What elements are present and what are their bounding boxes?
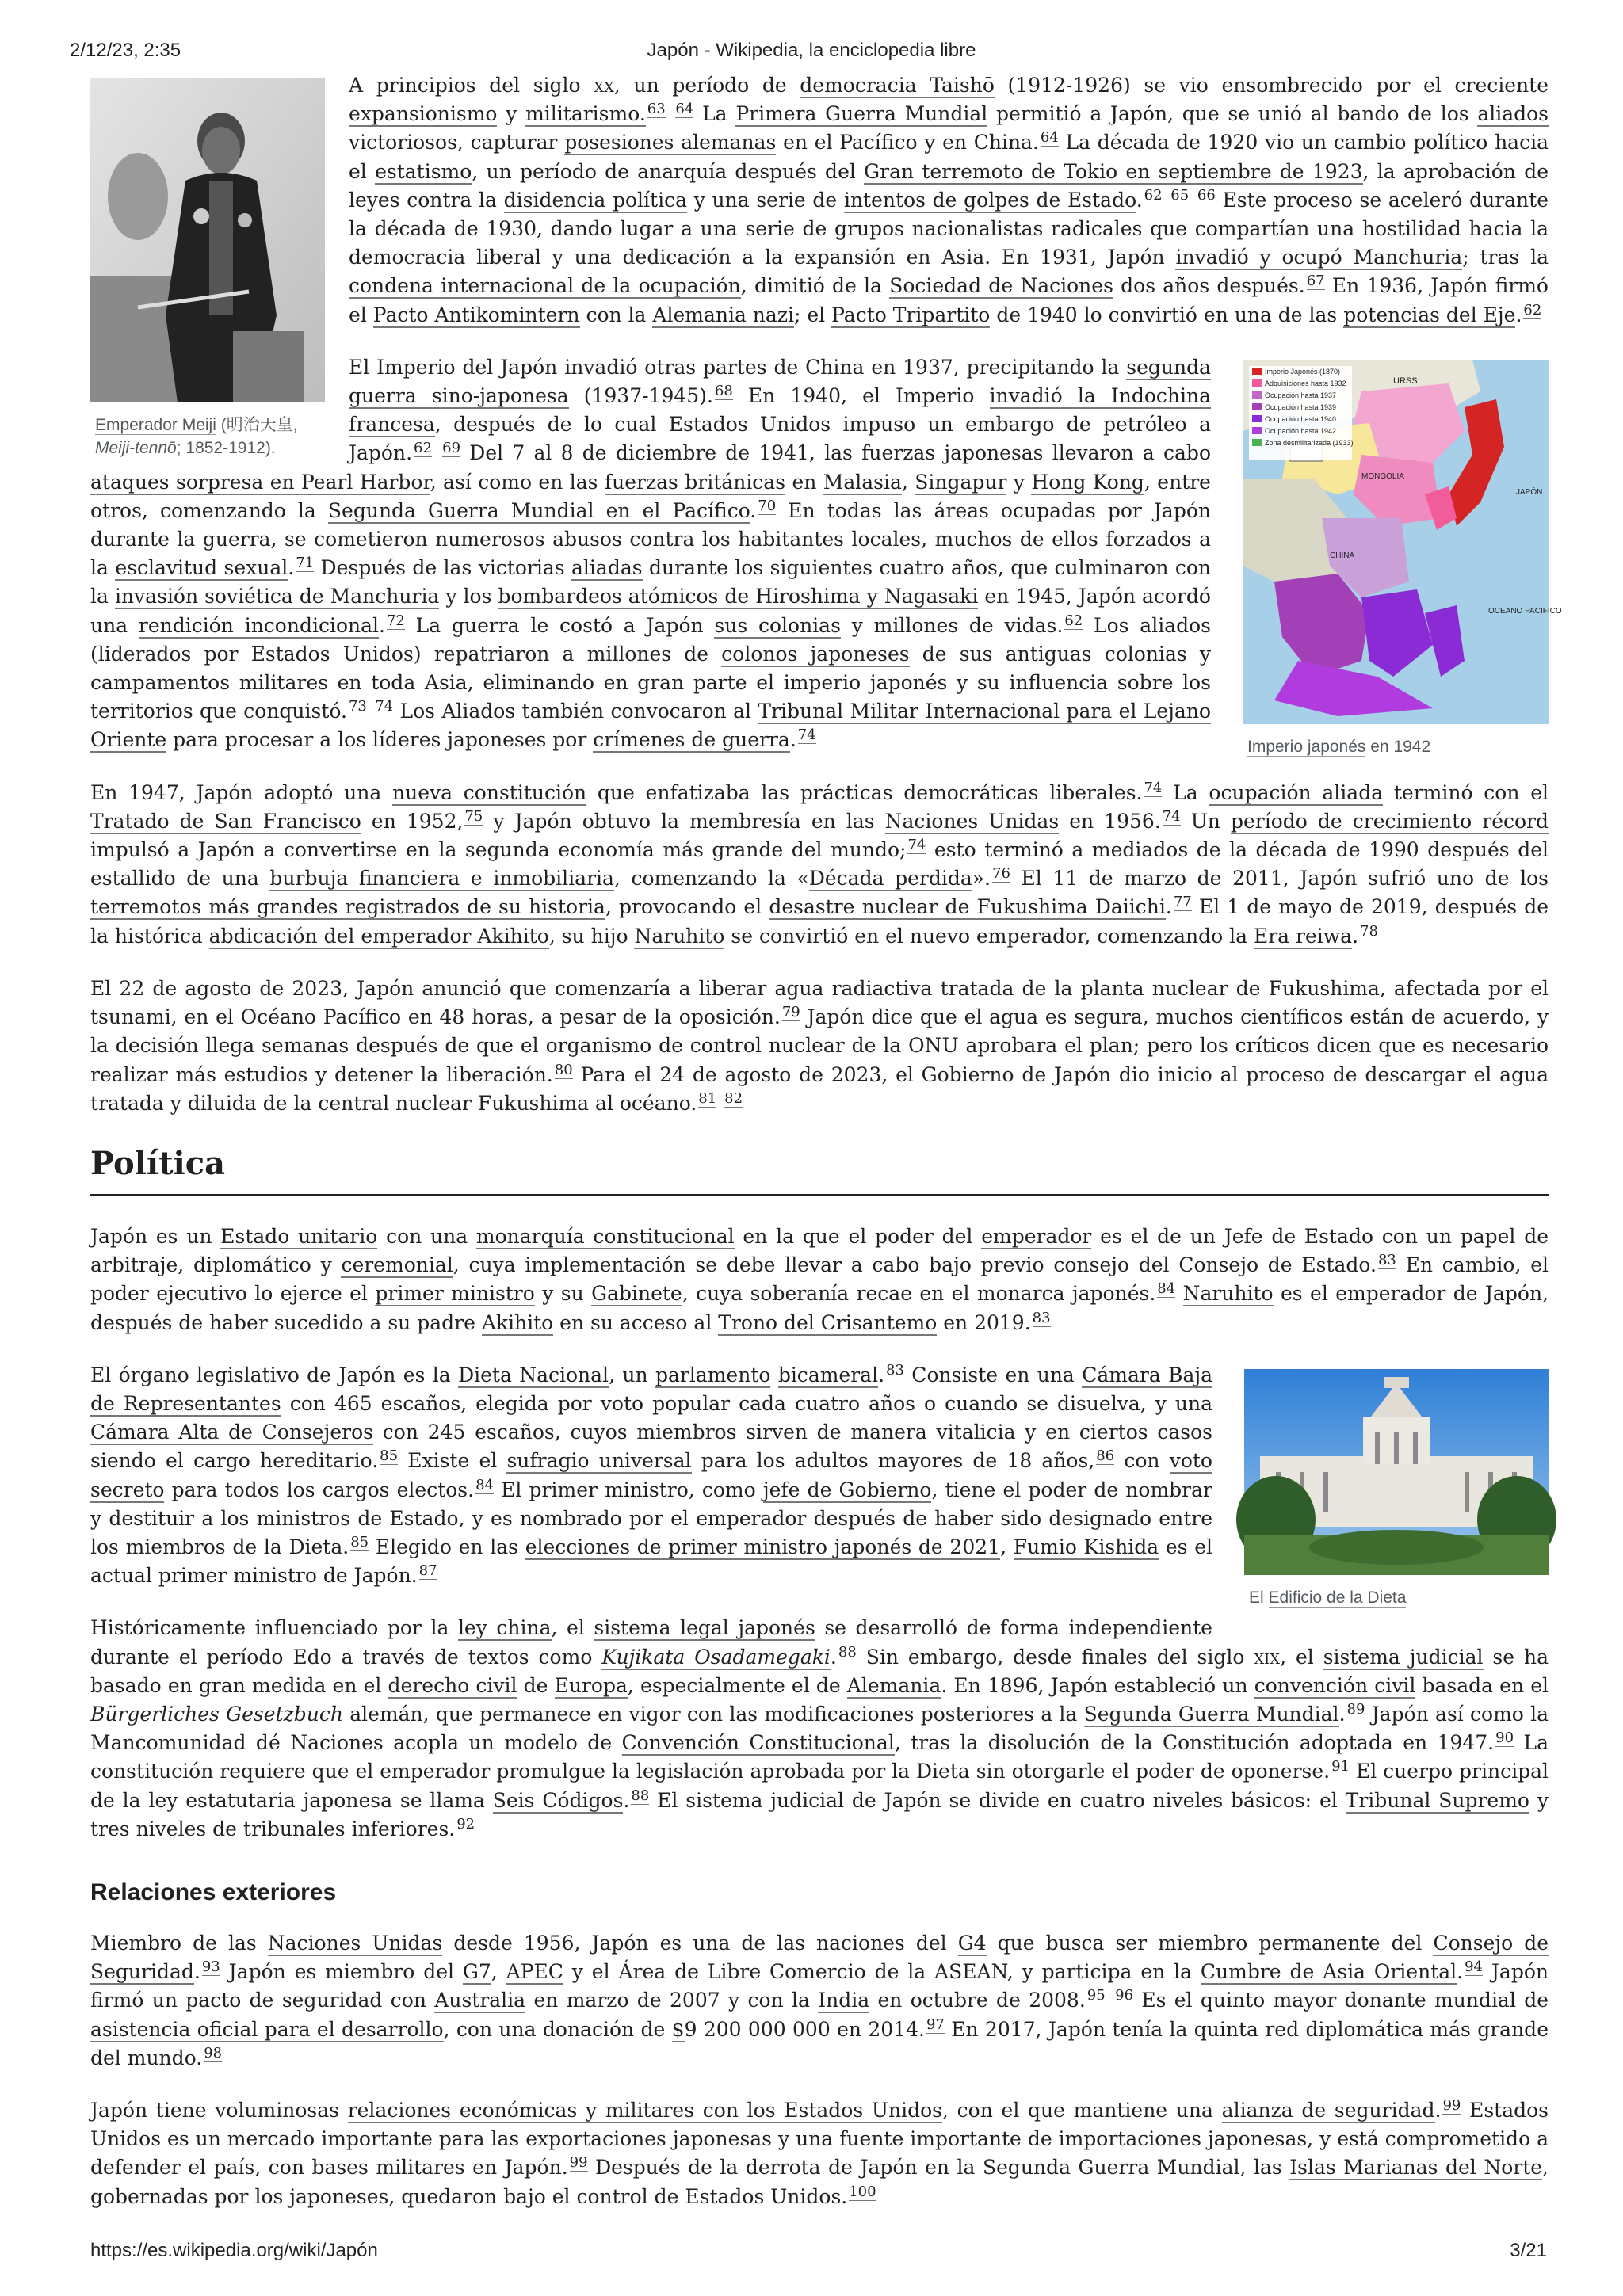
ref[interactable]: 83 — [886, 1361, 904, 1379]
link[interactable]: Era reiwa — [1253, 924, 1353, 948]
ref[interactable]: 88 — [838, 1643, 857, 1661]
link[interactable]: Alemania nazi — [652, 303, 794, 326]
link[interactable]: posesiones alemanas — [564, 131, 777, 154]
ref[interactable]: 83 — [1032, 1309, 1051, 1326]
ref[interactable]: 80 — [554, 1061, 573, 1078]
ref[interactable]: 63 — [647, 101, 666, 118]
link[interactable]: Cámara Alta de Consejeros — [90, 1421, 373, 1444]
map-legend-swatch — [1252, 403, 1262, 410]
ref[interactable]: 74 — [797, 727, 816, 744]
ref[interactable]: 82 — [724, 1089, 743, 1107]
map-legend-swatch — [1252, 379, 1262, 387]
link[interactable]: Alemania — [846, 1673, 941, 1697]
link[interactable]: Trono del Crisantemo — [718, 1310, 938, 1334]
ref[interactable]: 99 — [569, 2154, 588, 2172]
paragraph-6: El órgano legislativo de Japón es la Dieta Nacional, un parlamento bicameral. $^{83}$ Consiste en una Cámara Baja de Representantes con 465 escaños, elegida por voto popular cada cuatro años o cuando se disuelva, y una Cámara Alta de Consejeros con 245 escaños, cuyos miembros sirven de manera vitalicia y en ciertos casos siendo el cargo hereditario. $^{85}$ Existe el sufragio universal para los adultos mayores de 18 años, $^{86}$ con voto secreto para todos los cargos electos. $^{84}$ El primer ministro, como jefe de Gobierno, tiene el poder de nombrar y destituir a los ministros de Estado, y es nombrado por el emperador después de haber sido designado entre los miembros de la Dieta. $^{85}$ Elegido en las elecciones de primer ministro japonés de 2021, Fumio Kishida es el actual primer ministro de Japón. $^{87}$ — [90, 1361, 1213, 1588]
link[interactable]: Pacto Tripartito — [831, 303, 991, 326]
link[interactable]: primer ministro — [375, 1282, 535, 1306]
link[interactable]: Cumbre de Asia Oriental — [1200, 1960, 1457, 1984]
link[interactable]: disidencia política — [503, 188, 687, 212]
article-content — [90, 71, 1562, 2235]
link[interactable]: Australia — [434, 1989, 526, 2012]
ref[interactable]: 79 — [781, 1004, 800, 1021]
link[interactable]: bicameral — [777, 1363, 879, 1386]
link[interactable]: sistema judicial — [1323, 1645, 1484, 1669]
map-legend-label: Ocupación hasta 1939 — [1265, 402, 1337, 411]
link[interactable]: período de crecimiento récord — [1230, 809, 1549, 833]
link[interactable]: ceremonial — [341, 1253, 453, 1277]
link[interactable]: Pacto Antikomintern — [372, 303, 580, 326]
link[interactable]: burbuja financiera e inmobiliaria — [269, 867, 614, 891]
ref[interactable]: 81 — [698, 1089, 717, 1107]
link[interactable]: India — [818, 1989, 870, 2012]
link[interactable]: Década perdida — [808, 867, 972, 891]
ref[interactable]: 98 — [204, 2044, 223, 2061]
link[interactable]: Europa — [554, 1673, 628, 1697]
svg-text:CHINA: CHINA — [1330, 551, 1355, 560]
link[interactable]: sus colonias — [714, 613, 841, 637]
map-legend-label: Adquisiciones hasta 1932 — [1265, 379, 1346, 387]
ref[interactable]: 62 — [414, 440, 432, 457]
ref[interactable]: 74 — [375, 698, 394, 715]
ref[interactable]: 89 — [1346, 1700, 1365, 1718]
ref[interactable]: 66 — [1197, 186, 1216, 204]
ref[interactable]: 88 — [631, 1787, 650, 1804]
ref[interactable]: 84 — [475, 1476, 494, 1493]
link[interactable]: aliadas — [571, 556, 643, 580]
link[interactable]: crímenes de guerra — [593, 728, 790, 752]
ref[interactable]: 77 — [1173, 894, 1192, 911]
link[interactable]: G4 — [957, 1931, 987, 1955]
print-datetime: 2/12/23, 2:35 — [70, 40, 181, 61]
ref[interactable]: 100 — [849, 2183, 876, 2200]
ref[interactable]: 70 — [758, 497, 777, 514]
link[interactable]: Dieta Nacional — [458, 1363, 609, 1386]
link[interactable]: Gabinete — [591, 1282, 682, 1306]
map-legend-label: Ocupación hasta 1940 — [1265, 414, 1337, 423]
ref[interactable]: 85 — [350, 1533, 369, 1550]
link[interactable]: Hong Kong — [1031, 470, 1144, 494]
link[interactable]: parlamento — [655, 1363, 771, 1386]
ref[interactable]: 68 — [714, 383, 733, 400]
link[interactable]: Naruhito — [634, 924, 725, 948]
ref[interactable]: 64 — [1040, 129, 1059, 147]
ref[interactable]: 87 — [418, 1562, 437, 1580]
ref[interactable]: 95 — [1086, 1987, 1106, 2004]
ref[interactable]: 64 — [675, 101, 694, 118]
ref[interactable]: 94 — [1465, 1958, 1483, 1976]
svg-text:JAPÓN: JAPÓN — [1516, 487, 1543, 497]
ref[interactable]: 62 — [1523, 301, 1542, 318]
link[interactable]: derecho civil — [388, 1673, 517, 1697]
paragraph-8: Miembro de las Naciones Unidas desde 1956, Japón es una de las naciones del G4 que busca ser miembro permanente del Consejo de Seguridad. $^{93}$ Japón es miembro del G7, APEC y el Área de Libre Comercio de la ASEAN, y participa en la Cumbre de Asia Oriental. $^{94}$ Japón firmó un pacto de seguridad con Australia en marzo de 2007 y con la India en octubre de 2008. $^{95}$ $^{96}$ Es el quinto mayor donante mundial de asistencia oficial para el desarrollo, con una donación de $9 200 000 000 en 2014. $^{97}$ En 2017, Japón tenía la quinta red diplomática más grande del mundo. $^{98}$ — [90, 1931, 1549, 2069]
paragraph-3: En 1947, Japón adoptó una nueva constitución que enfatizaba las prácticas democráticas liberales. $^{74}$ La ocupación aliada terminó con el Tratado de San Francisco en 1952, $^{75}$ y Japón obtuvo la membresía en las Naciones Unidas en 1956. $^{74}$ Un período de crecimiento récord impulsó a Japón a convertirse en la segunda economía más grande del mundo; $^{74}$ esto terminó a mediados de la década de 1990 después del estallido de una burbuja financiera e inmobiliaria, comenzando la «Década perdida». $^{76}$ El 11 de marzo de 2011, Japón sufrió uno de los terremotos más grandes registrados de su historia, provocando el desastre nuclear de Fukushima Daiichi. $^{77}$ El 1 de mayo de 2019, después de la histórica abdicación del emperador Akihito, su hijo Naruhito se convirtió en el nuevo emperador, comenzando la Era reiwa. $^{78}$ — [90, 779, 1549, 948]
link[interactable]: Consejo de Seguridad — [90, 1931, 1549, 1984]
ref[interactable]: 62 — [1064, 612, 1083, 629]
link[interactable]: potencias del Eje — [1343, 303, 1516, 326]
paragraph-1: A principios del siglo xx, un período de democracia Taishō (1912-1926) se vio ensombrecido por el creciente expansionismo y militarismo. $^{63}$ $^{64}$ La Primera Guerra Mundial permitió a Japón, que se unió al bando de los aliados victoriosos, capturar posesiones alemanas en el Pacífico y en China. $^{64}$ La década de 1920 vio un cambio político hacia el estatismo, un período de anarquía después del Gran terremoto de Tokio en septiembre de 1923, la aprobación de leyes contra la disidencia política y una serie de intentos de golpes de Estado. $^{62}$ $^{65}$ $^{66}$ Este proceso se aceleró durante la década de 1930, dando lugar a una serie de grupos nacionalistas radicales que compartían una hostilidad hacia la democracia liberal y una dedicación a la expansión en Asia. En 1931, Japón invadió y ocupó Manchuria; tras la condena internacional de la ocupación, dimitió de la Sociedad de Naciones dos años después. $^{67}$ En 1936, Japón firmó el Pacto Antikomintern con la Alemania nazi; el Pacto Tripartito de 1940 lo convirtió en una de las potencias del Eje. $^{62}$ — [349, 74, 1549, 326]
print-title: Japón - Wikipedia, la enciclopedia libre — [647, 40, 976, 61]
link[interactable]: esclavitud sexual — [115, 556, 288, 580]
caption-meiji-link[interactable]: Emperador Meiji — [95, 416, 216, 434]
svg-text:URSS: URSS — [1393, 376, 1418, 386]
building-photo-icon — [1244, 1369, 1549, 1575]
section-heading-politica: Política — [90, 1142, 1549, 1196]
figure-meiji: Emperador Meiji (明治天皇, Meiji-tennō; 1852-1912). — [90, 78, 325, 460]
ref[interactable]: 71 — [296, 555, 315, 572]
ref[interactable]: 74 — [1144, 779, 1163, 796]
link[interactable]: Segunda Guerra Mundial — [1083, 1702, 1339, 1726]
map-legend-swatch — [1252, 368, 1262, 375]
link[interactable]: colonos japoneses — [721, 642, 910, 666]
ref[interactable]: 84 — [1157, 1280, 1176, 1298]
link[interactable]: terremotos más grandes registrados de su historia — [90, 895, 605, 919]
link[interactable]: nueva constitución — [392, 780, 587, 804]
ref[interactable]: 73 — [348, 698, 367, 715]
link[interactable]: abdicación del emperador Akihito — [208, 924, 549, 948]
ref[interactable]: 72 — [386, 612, 405, 629]
link[interactable]: Cámara Baja de Representantes — [90, 1363, 1213, 1415]
link[interactable]: emperador — [981, 1224, 1092, 1248]
ref[interactable]: 97 — [926, 2016, 945, 2033]
ref[interactable]: 67 — [1306, 273, 1325, 290]
link[interactable]: militarismo. — [525, 102, 646, 126]
map-legend-label: Ocupación hasta 1937 — [1265, 391, 1337, 399]
link[interactable]: democracia Taishō — [800, 74, 995, 97]
link[interactable]: APEC — [506, 1960, 563, 1984]
ref[interactable]: 91 — [1331, 1758, 1350, 1775]
paragraph-7: Históricamente influenciado por la ley china, el sistema legal japonés se desarrolló de forma independiente durante el período Edo a través de textos como Kujikata Osadamegaki. $^{88}$ Sin embargo, desde finales del siglo xix, el sistema judicial se ha basado en gran medida en el derecho civil de Europa, especialmente el de Alemania. En 1896, Japón estableció un convención civil basada en el Bürgerliches Gesetzbuch alemán, que permanece en vigor con las modificaciones posteriores a la Segunda Guerra Mundial. $^{89}$ Japón así como la Mancomunidad dé Naciones acopla un modelo de Convención Constitucional, tras la disolución de la Constitución adoptada en 1947. $^{90}$ La constitución requiere que el emperador promulgue la legislación aprobada por la Dieta sin otorgarle el poder de oponerse. $^{91}$ El cuerpo principal de la ley estatutaria japonesa se llama Seis Códigos. $^{88}$ El sistema judicial de Japón se divide en cuatro niveles básicos: el Tribunal Supremo y tres niveles de tribunales inferiores. $^{92}$ — [90, 1616, 1549, 1840]
caption-map-link[interactable]: Imperio japonés — [1247, 737, 1366, 756]
map-legend-label: Ocupación hasta 1942 — [1265, 426, 1337, 435]
link[interactable]: $ — [671, 2017, 685, 2041]
map-legend-swatch — [1252, 439, 1262, 446]
link[interactable]: Gran terremoto de Tokio en septiembre de 1923 — [864, 159, 1363, 183]
ref[interactable]: 85 — [380, 1447, 399, 1465]
map-legend-label: Imperio Japonés (1870) — [1265, 367, 1341, 376]
link[interactable]: Kujikata Osadamegaki — [601, 1645, 831, 1669]
link[interactable]: monarquía constitucional — [475, 1224, 735, 1248]
ref[interactable]: 92 — [456, 1815, 475, 1833]
link[interactable]: elecciones de primer ministro japonés de 2021 — [525, 1535, 1001, 1558]
link[interactable]: intentos de golpes de Estado — [843, 188, 1136, 212]
link[interactable]: Tribunal Supremo — [1345, 1788, 1529, 1812]
map-legend-label: Zona desmilitarizada (1933) — [1265, 438, 1354, 447]
link[interactable]: invadió y ocupó Manchuria — [1175, 246, 1463, 269]
link[interactable]: estatismo — [375, 159, 472, 183]
link[interactable]: segunda guerra sino-japonesa — [349, 355, 1211, 408]
paragraph-5: Japón es un Estado unitario con una monarquía constitucional en la que el poder del emperador es el de un Jefe de Estado con un papel de arbitraje, diplomático y ceremonial, cuya implementación se debe llevar a cabo bajo previo consejo del Consejo de Estado. $^{83}$ En cambio, el poder ejecutivo lo ejerce el primer ministro y su Gabinete, cuya soberanía recae en el monarca japonés. $^{84}$ Naruhito es el emperador de Japón, después de haber sucedido a su padre Akihito en su acceso al Trono del Crisantemo en 2019. $^{83}$ — [90, 1224, 1549, 1334]
link[interactable]: G7 — [462, 1960, 491, 1984]
ref[interactable]: 93 — [201, 1958, 220, 1976]
ref[interactable]: 90 — [1495, 1730, 1514, 1747]
link[interactable]: ocupación aliada — [1209, 780, 1384, 804]
link[interactable]: convención civil — [1254, 1673, 1416, 1697]
map-legend-swatch — [1252, 415, 1262, 422]
link[interactable]: alianza de seguridad — [1221, 2098, 1435, 2122]
link[interactable]: Malasia — [823, 470, 902, 494]
link[interactable]: sufragio universal — [506, 1449, 692, 1473]
caption-diet-link[interactable]: Edificio de la Dieta — [1268, 1588, 1407, 1607]
link[interactable]: rendición incondicional — [138, 613, 379, 637]
ref[interactable]: 86 — [1096, 1447, 1115, 1465]
svg-text:OCEANO PACIFICO: OCEANO PACIFICO — [1488, 606, 1562, 616]
link[interactable]: bombardeos atómicos de Hiroshima y Nagasaki — [498, 585, 979, 608]
ref[interactable]: 62 — [1144, 186, 1163, 204]
paragraph-9: Japón tiene voluminosas relaciones económicas y militares con los Estados Unidos, con el que mantiene una alianza de seguridad. $^{99}$ Estados Unidos es un mercado importante para las exportaciones japonesas y una fuente importante de importaciones japonesas, y está comprometido a defender el país, con bases militares en Japón. $^{99}$ Después de la derrota de Japón en la Segunda Guerra Mundial, las Islas Marianas del Norte, gobernadas por los japoneses, quedaron bajo el control de Estados Unidos. $^{100}$ — [90, 2096, 1549, 2208]
ref[interactable]: 83 — [1377, 1252, 1396, 1269]
link[interactable]: Segunda Guerra Mundial en el Pacífico — [327, 498, 750, 522]
print-url: https://es.wikipedia.org/wiki/Japón — [90, 2240, 378, 2261]
link[interactable]: ataques sorpresa en Pearl Harbor — [90, 470, 430, 494]
link[interactable]: ley china — [457, 1616, 552, 1640]
ref[interactable]: 74 — [907, 837, 926, 854]
link[interactable]: fuerzas británicas — [604, 470, 786, 494]
link[interactable]: sistema legal japonés — [594, 1616, 815, 1640]
portrait-photo-icon — [90, 78, 325, 402]
figure-diet: El Edificio de la Dieta — [1244, 1369, 1549, 1609]
link[interactable]: expansionismo — [349, 102, 498, 126]
ref[interactable]: 69 — [442, 440, 461, 457]
link[interactable]: condena internacional de la ocupación — [349, 274, 741, 298]
section-heading-relaciones: Relaciones exteriores — [90, 1878, 337, 1905]
link[interactable]: Estado unitario — [220, 1224, 378, 1248]
link[interactable]: Naciones Unidas — [267, 1931, 443, 1955]
map-legend-swatch — [1252, 391, 1262, 399]
ref[interactable]: 75 — [464, 807, 483, 825]
link[interactable]: invasión soviética de Manchuria — [114, 585, 440, 608]
link[interactable]: invadió la Indochina francesa — [349, 384, 1212, 437]
ref[interactable]: 65 — [1170, 186, 1190, 204]
link[interactable]: aliados — [1477, 102, 1549, 126]
svg-text:MONGOLIA: MONGOLIA — [1361, 471, 1404, 481]
link[interactable]: Akihito — [481, 1310, 554, 1334]
link[interactable]: desastre nuclear de Fukushima Daiichi — [769, 895, 1166, 919]
ref[interactable]: 76 — [992, 865, 1010, 883]
link[interactable]: asistencia oficial para el desarrollo — [90, 2017, 444, 2041]
ref[interactable]: 78 — [1360, 922, 1378, 940]
link[interactable]: Fumio Kishida — [1013, 1535, 1159, 1558]
link[interactable]: Convención Constitucional — [621, 1731, 895, 1755]
link[interactable]: Tratado de San Francisco — [90, 809, 361, 833]
link[interactable]: Primera Guerra Mundial — [735, 102, 988, 126]
link[interactable]: relaciones económicas y militares con los Estados Unidos — [347, 2098, 942, 2122]
paragraph-4: El 22 de agosto de 2023, Japón anunció que comenzaría a liberar agua radiactiva tratada de la planta nuclear de Fukushima, afectada por el tsunami, en el Océano Pacífico en 48 horas, a pesar de la oposición. $^{79}$ Japón dice que el agua es segura, muchos científicos están de acuerdo, y la decisión llega semanas después de que el organismo de control nuclear de la ONU aprobara el plan; pero los críticos dicen que es necesario realizar más estudios y detener la liberación. $^{80}$ Para el 24 de agosto de 2023, el Gobierno de Japón dio inicio al proceso de descargar el agua tratada y diluida de la central nuclear Fukushima al océano. $^{81}$ $^{82}$ — [90, 976, 1549, 1115]
ref[interactable]: 74 — [1162, 807, 1181, 825]
link[interactable]: Singapur — [915, 470, 1007, 494]
paragraph-2: El Imperio del Japón invadió otras partes de China en 1937, precipitando la segunda guerra sino-japonesa (1937-1945). $^{68}$ En 1940, el Imperio invadió la Indochina francesa, después de lo cual Estados Unidos impuso un embargo de petróleo a Japón. $^{62}$ $^{69}$ Del 7 al 8 de diciembre de 1941, las fuerzas japonesas llevaron a cabo ataques sorpresa en Pearl Harbor, así como en las fuerzas británicas en Malasia, Singapur y Hong Kong, entre otros, comenzando la Segunda Guerra Mundial en el Pacífico. $^{70}$ En todas las áreas ocupadas por Japón durante la guerra, se cometieron numerosos abusos contra los habitantes locales, muchos de ellos forzados a la esclavitud sexual. $^{71}$ Después de las victorias aliadas durante los siguientes cuatro años, que culminaron con la invasión soviética de Manchuria y los bombardeos atómicos de Hiroshima y Nagasaki en 1945, Japón acordó una rendición incondicional. $^{72}$ La guerra le costó a Japón sus colonias y millones de vidas. $^{62}$ Los aliados (liderados por Estados Unidos) repatriaron a millones de colonos japoneses de sus antiguas colonias y campamentos militares en toda Asia, eliminando en gran parte el imperio japonés y su influencia sobre los territorios que conquistó. $^{73}$ $^{74}$ Los Aliados también convocaron al Tribunal Militar Internacional para el Lejano Oriente para procesar a los líderes japoneses por crímenes de guerra. $^{74}$ — [90, 355, 1212, 752]
link[interactable]: Naruhito — [1182, 1282, 1274, 1306]
link[interactable]: jefe de Gobierno — [762, 1478, 932, 1501]
ref[interactable]: 99 — [1442, 2096, 1461, 2114]
link[interactable]: Tribunal Militar Internacional para el Lejano Oriente — [90, 700, 1211, 752]
link[interactable]: voto secreto — [90, 1449, 1212, 1501]
figure-map: Imperio Japonés (1870) Adquisiciones hasta 1932 Ocupación hasta 1937 Ocupación hasta 1939 Ocupación hasta 1940 Ocupación hasta 1942 Zona desmilitarizada (1933) URSS MONGOLIA JAPÓN CHINA OCEANO PACIFICO Imperio japonés en 1942 — [1243, 360, 1549, 758]
print-page-number: 3/21 — [1510, 2240, 1547, 2261]
link[interactable]: Sociedad de Naciones — [889, 274, 1113, 298]
link[interactable]: Islas Marianas del Norte — [1289, 2156, 1543, 2180]
historical-map-icon — [1243, 360, 1562, 724]
ref[interactable]: 96 — [1115, 1987, 1133, 2004]
link[interactable]: Naciones Unidas — [884, 809, 1060, 833]
link[interactable]: Seis Códigos — [492, 1788, 624, 1812]
map-legend-swatch — [1252, 427, 1262, 434]
